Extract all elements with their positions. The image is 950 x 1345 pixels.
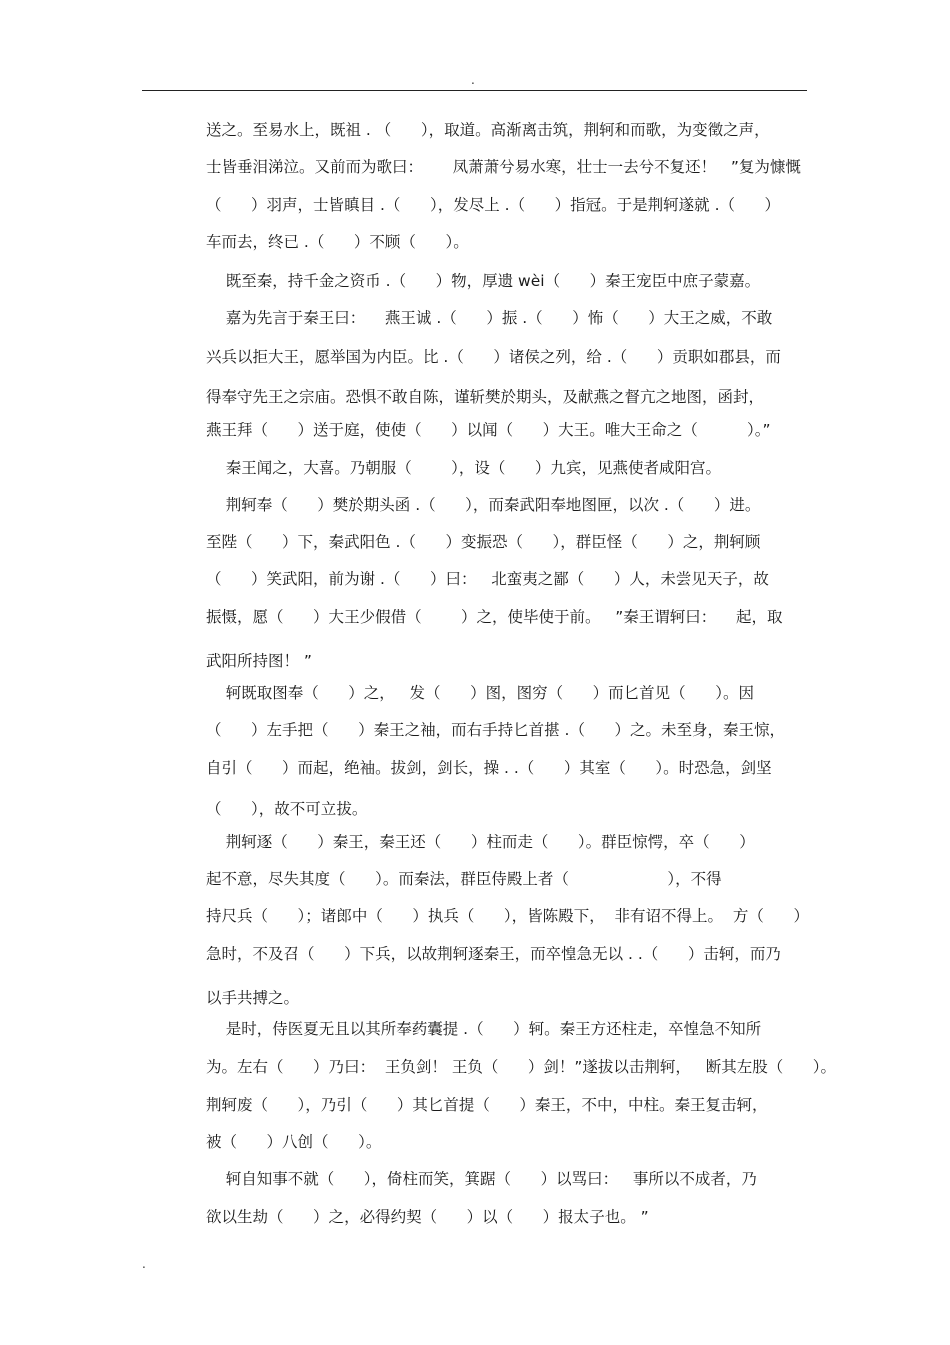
text-line: 荆轲奉（ ）樊於期头函 .（ ），而秦武阳奉地图匣，以次 .（ ）进。 [206, 496, 761, 514]
text-line: 荆轲废（ ），乃引（ ）其匕首提（ ）秦王，不中，中柱。秦王复击轲， [206, 1096, 768, 1114]
text-line: 自引（ ）而起，绝袖。拔剑，剑长，操 . .（ ）其室（ ）。时恐急，剑坚 [206, 759, 772, 777]
text-line: （ ）笑武阳，前为谢 .（ ）曰： 北蛮夷之鄙（ ）人，未尝见天子，故 [206, 570, 769, 588]
text-line: 秦王闻之，大喜。乃朝服（ ），设（ ）九宾，见燕使者咸阳宫。 [206, 459, 721, 477]
text-line: 起不意，尽失其度（ ）。而秦法，群臣侍殿上者（ ），不得 [206, 870, 722, 888]
footer-mark: . [142, 1257, 146, 1271]
text-line: 士皆垂泪涕泣。又前而为歌曰： 凤萧萧兮易水寒，壮士一去兮不复还！ ”复为慷慨 [206, 158, 801, 176]
text-line: 以手共搏之。 [206, 989, 300, 1007]
text-line: 轲自知事不就（ ），倚柱而笑，箕踞（ ）以骂曰： 事所以不成者，乃 [206, 1170, 757, 1188]
text-line: 嘉为先言于秦王曰： 燕王诚 .（ ）振 .（ ）怖（ ）大王之威，不敢 [206, 309, 773, 327]
text-line: 振慑，愿（ ）大王少假借（ ）之，使毕使于前。 ”秦王谓轲曰： 起，取 [206, 608, 783, 626]
text-line: 欲以生劫（ ）之，必得约契（ ）以（ ）报太子也。 ” [206, 1208, 649, 1226]
text-line: 为。左右（ ）乃曰： 王负剑！ 王负（ ）剑！”遂拔以击荆轲， 断其左股（ ）。 [206, 1058, 837, 1076]
text-line: （ ）左手把（ ）秦王之袖，而右手持匕首揕 .（ ）之。未至身，秦王惊， [206, 721, 786, 739]
text-line: 至陛（ ）下，秦武阳色 .（ ）变振恐（ ），群臣怪（ ）之，荆轲顾 [206, 533, 761, 551]
text-line: 兴兵以拒大王，愿举国为内臣。比 .（ ）诸侯之列，给 .（ ）贡职如郡县，而 [206, 348, 781, 366]
text-line: 送之。至易水上，既祖 . （ ），取道。高渐离击筑，荆轲和而歌，为变徵之声， [206, 121, 770, 139]
text-line: 荆轲逐（ ）秦王，秦王还（ ）柱而走（ ）。群臣惊愕，卒（ ） [206, 833, 755, 851]
text-line: （ ），故不可立拔。 [206, 800, 368, 818]
text-line: 得奉守先王之宗庙。恐惧不敢自陈，谨斩樊於期头，及献燕之督亢之地图，函封， [206, 388, 765, 406]
text-line: 持尺兵（ ）；诸郎中（ ）执兵（ ），皆陈殿下， 非有诏不得上。 方（ ） [206, 907, 809, 925]
text-line: （ ）羽声，士皆瞋目 .（ ），发尽上 .（ ）指冠。于是荆轲遂就 .（ ） [206, 196, 781, 214]
text-line: 车而去，终已 .（ ）不顾（ ）。 [206, 233, 469, 251]
text-line: 是时，侍医夏无且以其所奉药囊提 .（ ）轲。秦王方还柱走，卒惶急不知所 [206, 1020, 762, 1038]
header-rule [142, 90, 807, 91]
text-line: 急时，不及召（ ）下兵，以故荆轲逐秦王，而卒惶急无以 . .（ ）击轲，而乃 [206, 945, 781, 963]
text-line: 轲既取图奉（ ）之， 发（ ）图，图穷（ ）而匕首见（ ）。因 [206, 684, 754, 702]
text-line: 武阳所持图！ ” [206, 652, 312, 670]
text-line: 被（ ）八创（ ）。 [206, 1133, 382, 1151]
header-mark: . [471, 73, 475, 87]
text-line: 既至秦，持千金之资币 .（ ）物，厚遗 wèi（ ）秦王宠臣中庶子蒙嘉。 [206, 272, 761, 290]
text-line: 燕王拜（ ）送于庭，使使（ ）以闻（ ）大王。唯大王命之（ ）。” [206, 421, 771, 439]
